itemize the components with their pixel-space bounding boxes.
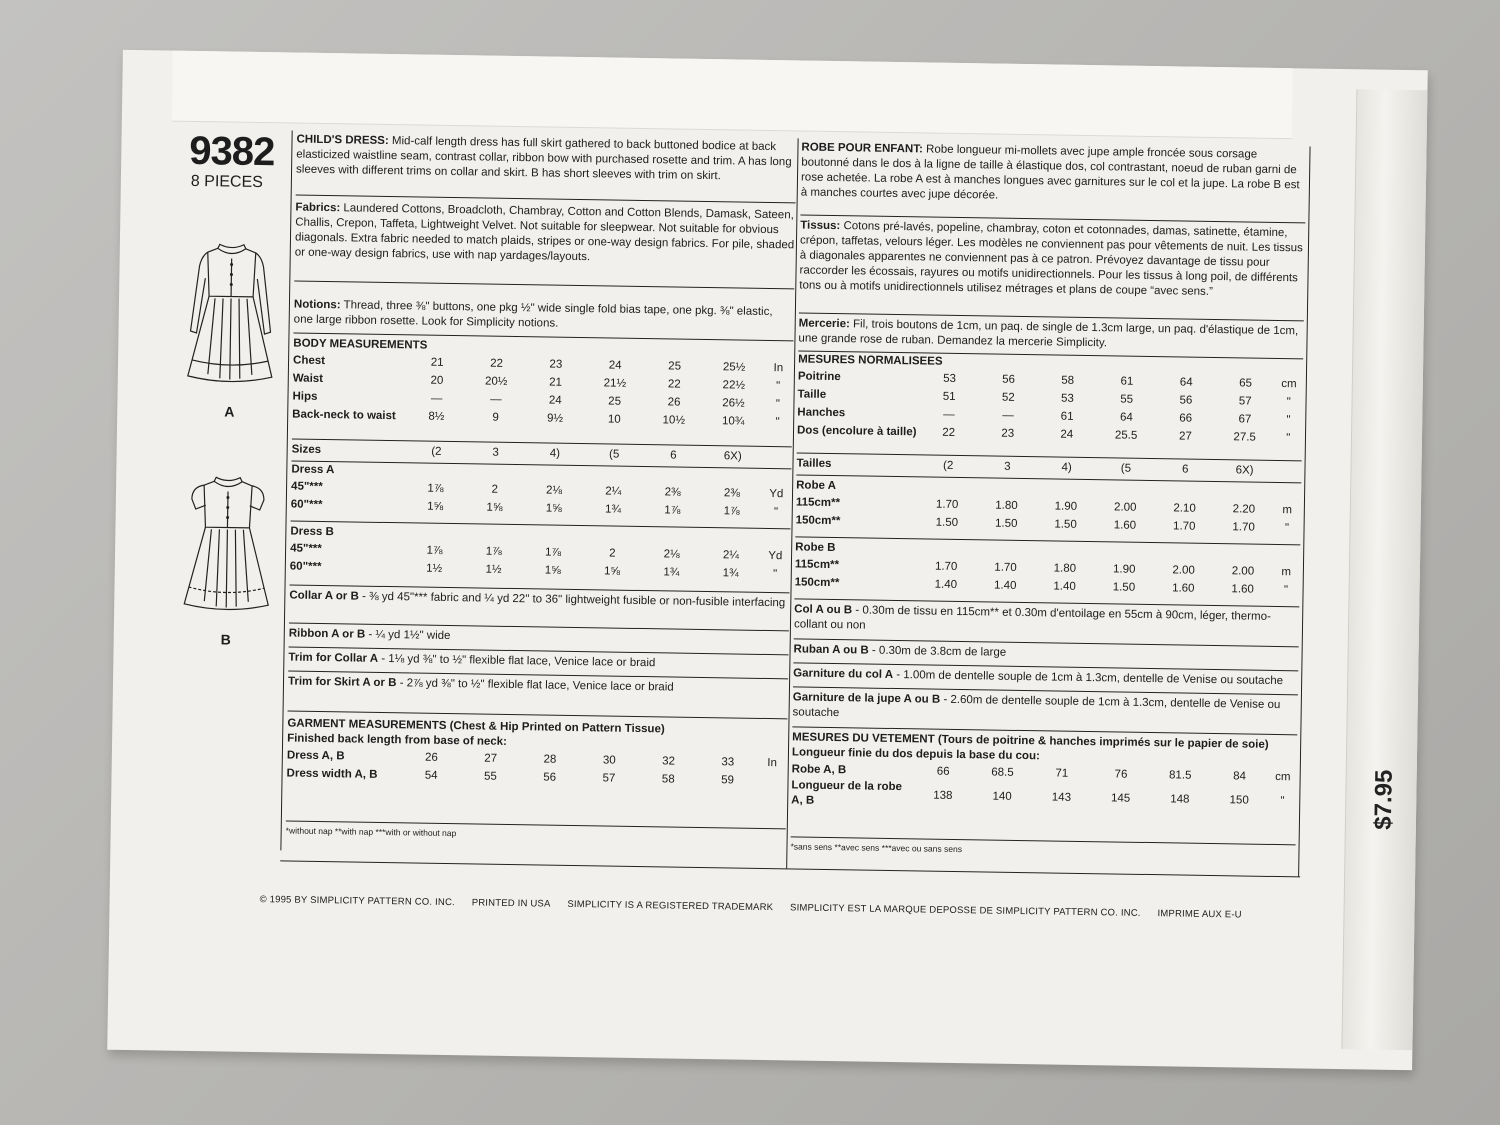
garment-table-fr <box>791 760 1297 816</box>
fabrics-title-en: Fabrics: <box>295 201 341 215</box>
body-fr-cell: 25.5 <box>1114 428 1138 442</box>
dress-a-fr-cell: 1.70 <box>935 498 959 511</box>
body-fr-cell: 64 <box>1179 375 1193 389</box>
dress-b-yardage-fr <box>795 540 1301 599</box>
body-fr-cell: 53 <box>1060 392 1074 405</box>
pieces-count: 8 PIECES <box>190 172 264 192</box>
trim-skirt-title-fr: Garniture de la jupe A ou B <box>792 691 941 706</box>
garment-fr-cell: 140 <box>992 790 1012 803</box>
garment-en-cell: 58 <box>661 772 675 786</box>
description-text-en: Mid-calf length dress has full skirt gathered to back buttoned bodice at back elasticized waistline seam, contrast collar, ribbon bow with purchased rosette and trim. A has long sleeves with different trims on collar and skirt. B has short sleeves with trim on skirt. <box>295 135 792 183</box>
body-en-cell: 25 <box>668 359 682 373</box>
dress-b-en-cell: 1⅞ <box>485 545 502 558</box>
garment-en-cell: 59 <box>721 773 735 786</box>
garment-en-cell: 54 <box>424 769 438 782</box>
body-en-cell: 21½ <box>603 376 627 390</box>
body-fr-cell: 51 <box>942 390 956 403</box>
garment-en-cell: 28 <box>543 753 557 766</box>
copyright-line <box>260 894 1256 921</box>
dress-a-fr-cell: 2.20 <box>1232 502 1256 516</box>
body-en-cell: 9½ <box>546 412 564 425</box>
dress-a-fr-cell: 1.70 <box>1173 519 1196 533</box>
dress-b-en-cell: 2⅛ <box>663 547 680 561</box>
dress-b-table-en <box>290 540 791 584</box>
dress-a-illustration <box>178 236 285 393</box>
dress-a-en-cell: 2⅛ <box>545 484 563 497</box>
ribbon-text-en: - ¼ yd 1½" wide <box>365 628 451 643</box>
garment-fr-cell: 76 <box>1114 767 1128 781</box>
sizes-fr-cell: (2 <box>942 459 954 472</box>
view-b-label: B <box>220 631 231 648</box>
printed-fr-text: IMPRIME AUX E-U <box>1157 908 1242 921</box>
dress-a-en-row-label: 60"*** <box>290 498 323 511</box>
body-en-cell: 9 <box>492 411 499 424</box>
sizes-fr-row-label: Tailles <box>796 456 832 470</box>
finished-back-en: Finished back length from base of neck: <box>287 732 508 748</box>
bottom-rule <box>280 860 1300 877</box>
dress-a-en-cell: 2⅜ <box>723 486 741 500</box>
collar-title-en: Collar A or B <box>289 589 359 603</box>
body-en-cell: 10 <box>607 412 621 426</box>
garment-en-cell: 55 <box>483 770 497 783</box>
dress-a-fr-cell: 1.50 <box>994 517 1018 530</box>
dress-a-en-row-label: 45"*** <box>291 480 323 493</box>
sizes-en-cell: (5 <box>608 447 620 461</box>
footnote-fr: *sans sens **avec sens ***avec ou sans sens <box>790 841 963 855</box>
body-fr-cell: 24 <box>1060 428 1074 441</box>
garment-title-en: GARMENT MEASUREMENTS (Chest & Hip Printed on Pattern Tissue) <box>287 717 665 736</box>
body-en-cell: 24 <box>548 394 562 407</box>
sizes-en-cell: 6 <box>670 448 677 462</box>
garment-en-cell: 26 <box>424 751 438 764</box>
trim-collar-title-fr: Garniture du col A <box>793 667 894 681</box>
body-en-unit: In <box>773 361 784 374</box>
dress-a-en-unit: Yd <box>769 487 784 500</box>
body-en-cell: 25½ <box>722 360 746 374</box>
garment-fr-cell: 138 <box>933 789 953 802</box>
dress-a-en-cell: 1⅞ <box>664 503 681 517</box>
collar-text-fr: - 0.30m de tissu en 115cm** et 0.30m d'entoilage en 55cm à 90cm, léger, thermo-collant ou non <box>793 604 1271 632</box>
body-fr-cell: 55 <box>1120 393 1134 406</box>
separator <box>294 281 794 290</box>
garment-en-row-label: Dress A, B <box>286 748 345 762</box>
dress-a-en-cell: 1⅞ <box>723 504 740 518</box>
dress-a-fr-cell: 1.50 <box>1054 518 1077 531</box>
garment-fr-cell: 71 <box>1055 767 1069 780</box>
body-fr-unit: " <box>1286 431 1291 444</box>
body-fr-cell: 66 <box>1179 411 1193 425</box>
garment-fr-cell: 68.5 <box>991 766 1014 779</box>
dress-a-en-cell: 2⅜ <box>664 485 681 499</box>
dress-b-yardage-en <box>290 525 791 584</box>
notions-fr <box>798 316 1303 354</box>
garment-measurements-fr <box>791 730 1297 816</box>
garment-fr-cell: 84 <box>1233 769 1247 783</box>
body-en-row-label: Chest <box>292 354 326 367</box>
dress-b-fr-cell: 2.00 <box>1231 564 1255 578</box>
description-title-en: CHILD'S DRESS: <box>296 133 389 147</box>
dress-b-en-cell: 1⅞ <box>544 546 562 559</box>
ribbon-text-fr: - 0.30m de 3.8cm de large <box>868 644 1007 659</box>
garment-title-fr: MESURES DU VETEMENT (Tours de poitrine & hanches imprimés sur le papier de soie) <box>792 731 1269 751</box>
body-fr-cell: 22 <box>942 426 956 439</box>
garment-fr-row-label: Robe A, B <box>791 762 847 776</box>
body-fr-unit: " <box>1286 413 1291 426</box>
dress-b-fr-row-label: 115cm** <box>794 557 840 571</box>
body-en-row-label: Waist <box>292 372 324 385</box>
body-fr-cell: 57 <box>1238 394 1252 408</box>
dress-a-en-cell: 1⅝ <box>545 502 562 515</box>
body-fr-cell: 53 <box>943 372 957 385</box>
body-en-cell: 20½ <box>484 375 508 388</box>
description-en <box>296 133 797 186</box>
body-en-cell: 22 <box>667 377 681 391</box>
dress-b-fr-cell: 1.60 <box>1172 581 1195 595</box>
body-fr-cell: 27.5 <box>1233 430 1256 444</box>
sizes-en-unit <box>762 448 791 466</box>
dress-b-illustration <box>174 469 281 621</box>
body-fr-cell: 64 <box>1119 411 1133 424</box>
description-fr <box>801 140 1307 208</box>
body-measurements-table-en <box>292 352 793 432</box>
trim-collar-text-en: - 1⅛ yd ⅜" to ½" flexible flat lace, Venice lace or braid <box>377 652 656 670</box>
sizes-fr-cell: 6X) <box>1235 463 1254 477</box>
garment-fr-unit: cm <box>1275 770 1291 783</box>
dress-b-fr-cell: 1.70 <box>994 561 1017 574</box>
collar-text-en: - ⅜ yd 45"*** fabric and ¼ yd 22" to 36" lightweight fusible or non-fusible interfacing <box>358 590 786 610</box>
notions-text-en: Thread, three ⅜" buttons, one pkg ½" wide single fold bias tape, one pkg. ⅜" elastic, one large ribbon rosette. Look for Simplicity notions. <box>293 299 773 330</box>
dress-a-title-fr: Robe A <box>796 479 837 493</box>
garment-en-unit <box>757 772 787 790</box>
body-measurements-title-fr: MESURES NORMALISEES <box>798 353 943 368</box>
body-en-cell: 22½ <box>722 378 746 392</box>
sizes-en-cell: (2 <box>431 445 442 458</box>
garment-en-row-label: Dress width A, B <box>286 766 378 781</box>
pattern-number: 9382 <box>189 128 275 175</box>
garment-fr-unit: " <box>1280 794 1285 807</box>
dress-a-fr-cell: 1.90 <box>1054 500 1078 513</box>
dress-a-en-cell: 2 <box>491 483 499 496</box>
body-fr-unit: " <box>1286 395 1291 408</box>
dress-a-fr-row-label: 115cm** <box>795 495 841 509</box>
sizes-fr-cell: (5 <box>1120 462 1132 475</box>
sizes-en-cell: 6X) <box>723 449 742 463</box>
body-fr-cell: 58 <box>1061 374 1075 387</box>
dress-b-fr-cell: 1.70 <box>934 560 958 573</box>
body-fr-unit: cm <box>1281 377 1297 390</box>
sizes-en-cell: 4) <box>549 447 561 460</box>
body-en-cell: 25 <box>608 394 622 408</box>
trim-collar-text-fr: - 1.00m de dentelle souple de 1cm à 1.3cm, dentelle de Venise ou soutache <box>893 668 1284 688</box>
body-fr-cell: 61 <box>1060 410 1074 423</box>
body-en-unit: " <box>775 397 780 410</box>
dress-b-en-cell: 2 <box>609 547 616 560</box>
dress-a-fr-unit: " <box>1284 521 1290 534</box>
garment-fr-cell: 145 <box>1110 791 1131 805</box>
body-en-unit: " <box>775 415 780 428</box>
envelope-back-content <box>107 50 1353 1069</box>
dress-b-fr-cell: 1.90 <box>1112 562 1136 576</box>
notions-text-fr: Fil, trois boutons de 1cm, un paq. de single de 1.3cm large, un paq. d'élastique de 1cm, une grande rose de ruban. Demandez la mercerie Simplicity. <box>798 318 1299 350</box>
body-fr-row-label: Poitrine <box>797 369 841 383</box>
ribbon-title-fr: Ruban A ou B <box>793 643 869 657</box>
dress-b-en-cell: 1½ <box>485 563 502 576</box>
dress-a-en-unit: " <box>773 505 779 518</box>
collar-fr <box>794 602 1299 640</box>
trademark-text: SIMPLICITY IS A REGISTERED TRADEMARK <box>567 898 774 914</box>
fabrics-title-fr: Tissus: <box>800 219 841 233</box>
pattern-envelope <box>107 50 1428 1070</box>
dress-b-en-row-label: 60"*** <box>289 559 322 573</box>
price-tag <box>1366 729 1398 839</box>
trademark-fr-text: SIMPLICITY EST LA MARQUE DEPOSSE DE SIMPLICITY PATTERN CO. INC. <box>789 902 1141 919</box>
dress-a-fr-cell: 1.80 <box>995 499 1018 512</box>
body-fr-cell: 56 <box>1002 373 1016 386</box>
body-fr-cell: 52 <box>1001 391 1015 404</box>
trim-collar-title-en: Trim for Collar A <box>288 651 379 665</box>
dress-a-en-cell: 2¼ <box>605 484 622 498</box>
body-fr-cell: — <box>1002 409 1014 422</box>
garment-en-cell: 57 <box>602 771 616 785</box>
notions-title-en: Notions: <box>293 298 341 312</box>
view-a-label: A <box>224 403 235 420</box>
body-fr-cell: 56 <box>1179 393 1193 407</box>
body-fr-cell: 65 <box>1239 376 1253 390</box>
english-column <box>285 133 797 839</box>
dress-a-yardage-en <box>291 463 792 522</box>
dress-b-en-row-label: 45"*** <box>290 542 322 555</box>
ribbon-title-en: Ribbon A or B <box>288 627 366 641</box>
notions-en <box>294 298 794 336</box>
sizes-fr-cell: 3 <box>1004 460 1011 473</box>
sizes-fr-cell: 4) <box>1061 461 1072 474</box>
body-en-cell: 8½ <box>428 410 445 423</box>
dress-b-en-cell: 1¾ <box>663 565 680 579</box>
body-en-cell: 24 <box>608 358 622 372</box>
dress-b-fr-cell: 1.40 <box>1053 579 1076 593</box>
footnote-en: *without nap **with nap ***with or without nap <box>285 825 457 839</box>
dress-b-en-cell: 1⅞ <box>426 544 443 557</box>
fabrics-en <box>295 201 796 269</box>
dress-a-en-cell: 1⅝ <box>427 500 444 513</box>
dress-a-table-en <box>291 478 792 522</box>
body-en-row-label: Back-neck to waist <box>292 408 396 422</box>
finished-back-fr: Longueur finie du dos depuis la base du cou: <box>791 746 1040 763</box>
body-fr-row-label: Hanches <box>797 405 846 419</box>
body-fr-row-label: Taille <box>797 387 827 401</box>
envelope-side-fold <box>1341 89 1427 1050</box>
dress-b-fr-cell: 2.00 <box>1172 563 1195 577</box>
description-title-fr: ROBE POUR ENFANT: <box>801 141 923 156</box>
dress-a-table-fr <box>795 493 1301 537</box>
dress-b-en-cell: 1½ <box>426 562 443 575</box>
dress-a-fr-cell: 1.70 <box>1232 520 1255 534</box>
dress-b-en-unit: Yd <box>768 549 783 562</box>
body-en-cell: 10¾ <box>721 414 745 428</box>
dress-a-fr-cell: 1.50 <box>935 516 959 529</box>
body-en-cell: 21 <box>430 356 444 369</box>
dress-b-table-fr <box>795 555 1301 599</box>
body-fr-cell: — <box>943 408 955 421</box>
garment-fr-row-label: Longueur de la robe A, B <box>791 779 903 807</box>
garment-fr-cell: 148 <box>1170 792 1190 806</box>
garment-fr-cell: 150 <box>1229 793 1249 807</box>
body-fr-cell: 67 <box>1238 412 1252 426</box>
body-en-cell: 21 <box>549 376 563 389</box>
dress-a-en-cell: 1⅝ <box>486 501 503 514</box>
body-en-cell: — <box>430 392 443 405</box>
garment-en-cell: 27 <box>484 752 498 765</box>
garment-measurements-en <box>286 716 787 790</box>
body-en-cell: 22 <box>490 357 504 370</box>
collar-title-fr: Col A ou B <box>794 603 853 617</box>
body-en-unit: " <box>775 379 781 392</box>
garment-fr-cell: 66 <box>936 765 950 778</box>
sizes-fr-unit <box>1274 462 1301 480</box>
body-en-cell: 26 <box>667 395 681 409</box>
dress-b-en-cell: 1¾ <box>722 566 739 580</box>
fabrics-fr <box>799 218 1305 301</box>
dress-a-fr-cell: 1.60 <box>1113 518 1137 532</box>
dress-b-en-cell: 2¼ <box>722 548 740 562</box>
body-measurements-title-en: BODY MEASUREMENTS <box>293 337 428 352</box>
body-en-cell: 20 <box>430 374 444 387</box>
trim-skirt-text-en: - 2⅞ yd ⅜" to ½" flexible flat lace, Venice lace or braid <box>396 677 674 694</box>
body-en-cell: 10½ <box>662 413 686 427</box>
dress-b-en-unit: " <box>772 567 778 580</box>
dress-a-en-cell: 1¾ <box>604 502 622 516</box>
dress-b-fr-row-label: 150cm** <box>794 575 840 589</box>
dress-b-title-en: Dress B <box>290 525 334 539</box>
body-measurements-table-fr <box>797 367 1303 447</box>
dress-b-fr-cell: 1.40 <box>993 579 1017 592</box>
body-measurements-en <box>292 337 793 432</box>
trim-skirt-text-fr: - 2.60m de dentelle souple de 1cm à 1.3cm, dentelle de Venise ou soutache <box>792 693 1281 720</box>
body-measurements-fr <box>797 352 1303 447</box>
body-en-cell: — <box>490 393 502 406</box>
trim-skirt-fr <box>792 690 1297 728</box>
garment-en-cell: 32 <box>662 754 676 768</box>
dress-a-yardage-fr <box>795 478 1301 537</box>
dress-b-fr-cell: 1.50 <box>1112 580 1136 594</box>
body-fr-cell: 27 <box>1178 429 1192 443</box>
dress-a-en-cell: 1⅞ <box>427 482 444 495</box>
notions-title-fr: Mercerie: <box>798 317 850 331</box>
garment-en-cell: 30 <box>602 753 616 767</box>
body-en-cell: 26½ <box>722 396 745 410</box>
sizes-en-row-label: Sizes <box>291 443 322 456</box>
sizes-fr-cell: 6 <box>1181 463 1189 476</box>
dress-a-title-en: Dress A <box>291 463 335 477</box>
fabrics-text-fr: Cotons pré-lavés, popeline, chambray, coton et cotonnades, damas, satinette, étamine, crépon, taffetas, velours léger. Les modèles ne conviennent pas pour vêtements de nuit. Les tissus à diagonales apparentes ne conviennent pas à ce patron. Prévoyez davantage de tissu pour raccorder les écossais, rayures ou motifs unidirectionnels. Pour les tissus à long poil, de différents tons ou à motifs unidirectionnels utilisez métrages et plans de coupe “avec sens.” <box>799 220 1303 298</box>
copyright-text: © 1995 BY SIMPLICITY PATTERN CO. INC. <box>259 894 455 909</box>
french-column <box>790 140 1307 855</box>
garment-table-en <box>286 746 787 790</box>
dress-b-fr-cell: 1.40 <box>934 578 958 591</box>
garment-en-cell: 56 <box>543 771 557 784</box>
body-en-row-label: Hips <box>292 390 318 403</box>
dress-a-fr-cell: 2.00 <box>1113 500 1137 514</box>
dress-a-fr-row-label: 150cm** <box>795 513 841 527</box>
description-text-fr: Robe longueur mi-mollets avec jupe ample froncée sous corsage boutonné dans le dos à la ligne de taille à élastique dos, col contrastant, noeud de ruban garni de rose achetée. La robe A est à manches longues avec garnitures sur le col et la jupe. La robe B est à manches courtes avec jupe décorée. <box>800 143 1300 202</box>
garment-fr-cell: 143 <box>1051 790 1072 804</box>
body-fr-cell: 61 <box>1120 375 1134 388</box>
dress-a-fr-cell: 2.10 <box>1173 501 1196 515</box>
dress-b-en-cell: 1⅝ <box>544 564 561 577</box>
garment-en-cell: 33 <box>721 755 735 769</box>
fabrics-text-en: Laundered Cottons, Broadcloth, Chambray, Cotton and Cotton Blends, Damask, Sateen, Challis, Crepon, Taffeta, Lightweight Velvet. Not suitable for sleepwear. Not suitable for obvious diagonals. Extra fabric needed to match plaids, stripes or one-way design fabrics. For pile, shaded or one-way design fabrics, use with nap yardages/layouts. <box>294 202 795 264</box>
printed-in-text: PRINTED IN USA <box>471 897 551 910</box>
dress-b-fr-unit: m <box>1281 565 1292 578</box>
dress-b-title-fr: Robe B <box>795 541 836 555</box>
dress-b-en-cell: 1⅝ <box>603 564 621 578</box>
garment-en-unit: In <box>767 756 778 769</box>
sizes-en-cell: 3 <box>492 446 499 459</box>
garment-fr-cell: 81.5 <box>1168 768 1192 782</box>
dress-b-fr-unit: " <box>1283 583 1289 596</box>
price-text: $7.95 <box>1369 769 1398 830</box>
dress-a-fr-unit: m <box>1282 503 1293 516</box>
dress-b-fr-cell: 1.80 <box>1053 561 1077 575</box>
body-en-cell: 23 <box>549 358 563 371</box>
trim-skirt-title-en: Trim for Skirt A or B <box>287 675 397 690</box>
dress-b-fr-cell: 1.60 <box>1231 582 1254 596</box>
body-fr-cell: 23 <box>1001 427 1015 440</box>
body-fr-row-label: Dos (encolure à taille) <box>796 423 917 438</box>
